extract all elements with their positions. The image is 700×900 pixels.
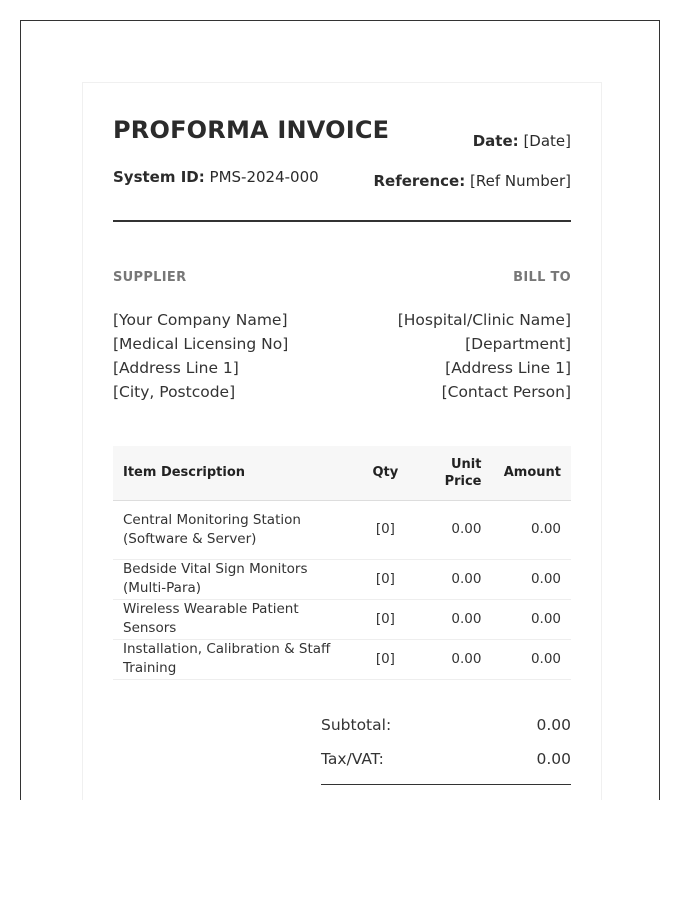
invoice-date: [473, 132, 571, 150]
invoice-document: [82, 82, 602, 800]
supplier-company: [Your Company Name]: [113, 311, 288, 329]
row-qty: [0]: [357, 599, 414, 639]
system-id: [113, 168, 319, 186]
tax-label: Tax/VAT:: [321, 749, 384, 768]
row-description: Wireless Wearable Patient Sensors: [113, 599, 357, 639]
header-amount: Amount: [491, 446, 571, 500]
supplier-license: [Medical Licensing No]: [113, 335, 289, 353]
parties-section: [113, 222, 571, 446]
supplier-city: [City, Postcode]: [113, 383, 236, 401]
bill-to-details: [398, 308, 571, 404]
items-table: [113, 446, 571, 680]
table-row: [113, 500, 571, 559]
totals-section: [321, 708, 571, 785]
tax-row: [321, 742, 571, 776]
row-unit-price: 0.00: [414, 559, 491, 599]
row-qty: [0]: [357, 500, 414, 559]
date-value: [Date]: [523, 132, 571, 150]
row-description: Central Monitoring Station (Software & Server): [113, 500, 357, 559]
reference-label: Reference:: [373, 172, 466, 190]
header-unit-price: [414, 446, 491, 500]
supplier-address: [Address Line 1]: [113, 359, 239, 377]
row-description: Installation, Calibration & Staff Training: [113, 639, 357, 679]
table-header-row: [113, 446, 571, 500]
header-qty: Qty: [357, 446, 414, 500]
row-unit-price: 0.00: [414, 599, 491, 639]
row-unit-price: 0.00: [414, 639, 491, 679]
date-label: Date:: [472, 132, 519, 150]
row-amount: 0.00: [491, 599, 571, 639]
invoice-title: PROFORMA INVOICE: [113, 116, 390, 144]
header-unit-price-line2: Price: [444, 473, 482, 489]
row-qty: [0]: [357, 559, 414, 599]
table-row: [113, 559, 571, 599]
subtotal-row: [321, 708, 571, 742]
row-amount: 0.00: [491, 639, 571, 679]
invoice-header: [113, 83, 571, 222]
page-frame: [20, 20, 660, 800]
bill-to-department: [Department]: [465, 335, 571, 353]
table-row: [113, 599, 571, 639]
header-description: Item Description: [113, 446, 357, 500]
row-amount: 0.00: [491, 559, 571, 599]
bill-to-heading: BILL TO: [513, 270, 571, 285]
system-id-value: PMS-2024-000: [209, 168, 319, 186]
row-unit-price: 0.00: [414, 500, 491, 559]
row-amount: 0.00: [491, 500, 571, 559]
bill-to-contact: [Contact Person]: [441, 383, 571, 401]
bill-to-address: [Address Line 1]: [445, 359, 571, 377]
supplier-heading: SUPPLIER: [113, 270, 187, 285]
reference-value: [Ref Number]: [470, 172, 571, 190]
invoice-reference: [373, 172, 571, 190]
tax-value: 0.00: [536, 749, 571, 768]
header-unit-price-line1: Unit: [451, 456, 482, 472]
row-description: Bedside Vital Sign Monitors (Multi-Para): [113, 559, 357, 599]
subtotal-label: Subtotal:: [321, 715, 392, 734]
supplier-details: [113, 308, 288, 404]
system-id-label: System ID:: [113, 168, 205, 186]
row-qty: [0]: [357, 639, 414, 679]
bill-to-hospital: [Hospital/Clinic Name]: [397, 311, 571, 329]
totals-divider: [321, 784, 571, 785]
table-row: [113, 639, 571, 679]
subtotal-value: 0.00: [536, 715, 571, 734]
